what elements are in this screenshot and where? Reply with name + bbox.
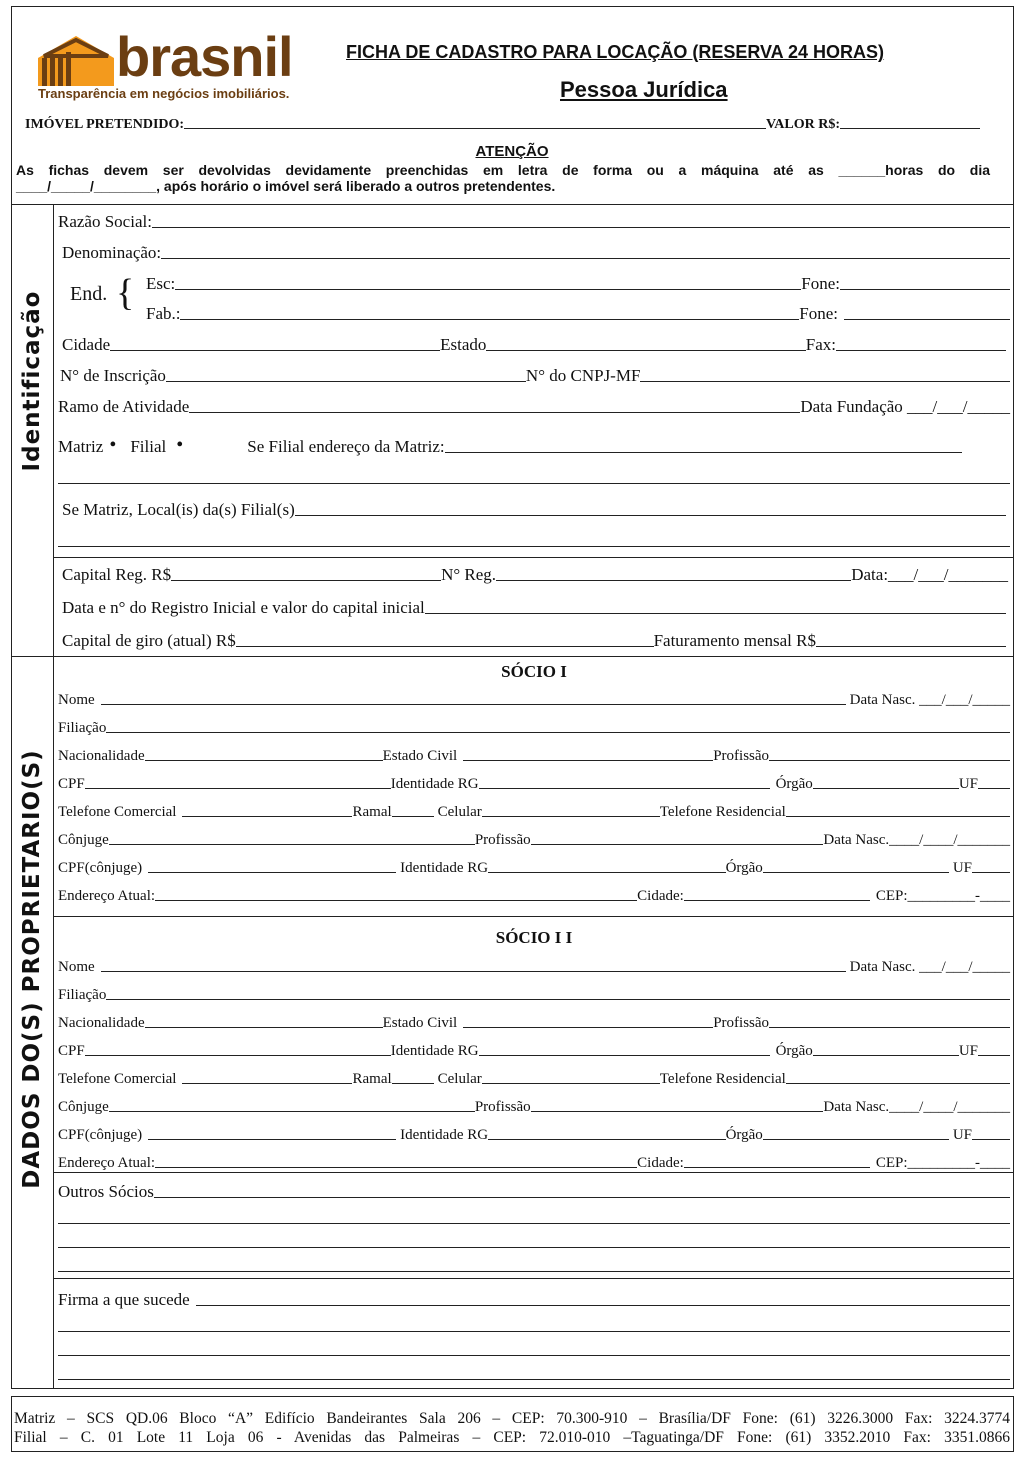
socio-2-nacionalidade-label: Nacionalidade [58,1015,145,1031]
imovel-label: IMÓVEL PRETENDIDO: [25,117,185,132]
socio-1-conjuge-data-nasc-label: Data Nasc.____/____/_______ [823,832,1010,848]
section-divider-outros [53,1172,1014,1173]
socio-2-endereco-label: Endereço Atual: [58,1155,156,1171]
cnpj-field[interactable] [640,381,1010,382]
socio-2-profissao-field[interactable] [769,1027,1010,1028]
registro-inicial-field[interactable] [425,613,1006,614]
esc-label: Esc: [146,274,176,293]
fone-fab-field[interactable] [844,319,1010,320]
socio-2-conjuge-orgao-label: Órgão [725,1127,763,1143]
socio-2-tel-comercial-field[interactable] [182,1083,352,1084]
socio-1-conjuge-uf-field[interactable] [972,872,1010,873]
socio-1-profissao-label: Profissão [713,748,770,764]
socio-2-rg-label: Identidade RG [390,1043,479,1059]
identificacao-section [58,206,1010,656]
socio-2-profissao-label: Profissão [713,1015,770,1031]
footer-filial: Filial – C. 01 Lote 11 Loja 06 - Avenidas das Palmeiras – CEP: 72.010-010 –Taguatinga/DF Fone: (61) 3352.2010 Fax: 3351.0866 [14,1429,1010,1446]
cnpj-label: N° do CNPJ-MF [525,366,641,385]
socio-1-orgao-label: Órgão [775,776,813,792]
socio-2-title: SÓCIO I I [495,928,573,947]
header-divider [11,204,1014,205]
socio-1-conjuge-rg-field[interactable] [488,872,726,873]
socio-2-cpf-field[interactable] [85,1055,391,1056]
fab-field[interactable] [180,319,799,320]
socio-1-cidade-label: Cidade: [637,888,684,904]
se-matriz-field[interactable] [295,515,1006,516]
socio-2-filiacao-label: Filiação [58,987,107,1003]
socio-1-ramal-field[interactable] [392,816,434,817]
socio-1-uf-field[interactable] [978,788,1010,789]
fone-esc-label: Fone: [801,274,840,293]
brand-logo [36,25,306,110]
socio-2-conjuge-label: Cônjuge [58,1099,109,1115]
socio-2-ramal-label: Ramal [352,1071,392,1087]
fab-label: Fab.: [146,304,181,323]
socio-1-tel-residencial-label: Telefone Residencial [659,804,786,820]
socio-2-cpf-conjuge-field[interactable] [148,1139,396,1140]
socio-1-cpf-label: CPF [58,776,85,792]
endereco-label: End. [70,283,108,305]
atencao-line2: ____/_____/________, após horário o imóvel será liberado a outros pretendentes. [16,178,556,194]
denominacao-label: Denominação: [62,243,162,262]
socio-1-tel-comercial-field[interactable] [182,816,352,817]
capital-reg-label: Capital Reg. R$ [62,565,172,584]
socio-2-estado-civil-field[interactable] [463,1027,713,1028]
socio-2-estado-civil-label: Estado Civil [382,1015,458,1031]
socio-1-ramal-label: Ramal [352,804,392,820]
registro-inicial-label: Data e n° do Registro Inicial e valor do capital inicial [62,598,425,617]
socio-2-data-nasc-label: Data Nasc. ___/___/_____ [849,959,1010,975]
socio-2-conjuge-uf-label: UF [952,1127,972,1143]
socio-1-cep-label: CEP:_________-____ [875,888,1010,904]
socio-2-cpf-conjuge-label: CPF(cônjuge) [58,1127,143,1143]
se-matriz-field-continued[interactable] [58,546,1010,547]
razao-social-field[interactable] [152,227,1010,228]
socio-1-conjuge-label: Cônjuge [58,832,109,848]
socio-2-tel-residencial-label: Telefone Residencial [659,1071,786,1087]
socio-1-conjuge-rg-label: Identidade RG [400,860,489,876]
socio-2-rg-field[interactable] [479,1055,770,1056]
form-subtitle: Pessoa Jurídica [560,77,728,102]
se-filial-field-continued[interactable] [58,483,1010,484]
socio-2-filiacao-field[interactable] [106,999,1010,1000]
outros-socios-field[interactable] [154,1197,1010,1198]
section-divider-identificacao [11,656,1014,657]
firma-line-3[interactable] [58,1355,1010,1356]
socio-1-conjuge-orgao-field[interactable] [763,872,949,873]
se-matriz-label: Se Matriz, Local(is) da(s) Filial(s) [62,500,295,519]
firma-label: Firma a que sucede [58,1290,190,1309]
socio-1-celular-field[interactable] [482,816,660,817]
matriz-label: Matriz [58,437,104,456]
house-logo-icon [36,34,124,88]
socio-1-data-nasc-label: Data Nasc. ___/___/_____ [849,692,1010,708]
capital-giro-field[interactable] [236,646,654,647]
atencao-title: ATENÇÃO [475,143,549,160]
socio-1-section [58,658,1010,914]
socio-1-cidade-field[interactable] [684,900,870,901]
data-reg-label: Data:___/___/_______ [851,565,1008,584]
razao-social-label: Razão Social: [58,212,152,231]
socio-2-nome-field[interactable] [101,971,846,972]
ramo-label: Ramo de Atividade [58,397,190,416]
n-reg-field[interactable] [496,580,851,581]
filial-bullet-option[interactable]: • [176,434,184,456]
socio-1-filiacao-label: Filiação [58,720,107,736]
firma-field[interactable] [196,1305,1010,1306]
section-divider-firma [53,1278,1014,1279]
socio-1-tel-comercial-label: Telefone Comercial [58,804,177,820]
socio-1-title: SÓCIO I [501,662,567,681]
socio-1-cpf-conjuge-field[interactable] [148,872,396,873]
atencao-line1: As fichas devem ser devolvidas devidamente preenchidas em letra de forma ou a máquina até as ______horas do dia [16,162,990,178]
outros-socios-label: Outros Sócios [58,1182,154,1201]
valor-field[interactable] [840,128,980,129]
socio-1-endereco-field[interactable] [155,900,637,901]
imovel-field[interactable] [184,128,766,129]
socio-1-orgao-field[interactable] [813,788,959,789]
socio-2-uf-field[interactable] [978,1055,1010,1056]
socio-2-conjuge-profissao-label: Profissão [474,1099,531,1115]
socio-2-conjuge-data-nasc-label: Data Nasc.____/____/_______ [823,1099,1010,1115]
socio-2-conjuge-field[interactable] [109,1111,475,1112]
cidade-label: Cidade [62,335,111,354]
side-column-divider [53,204,54,1389]
form-title: FICHA DE CADASTRO PARA LOCAÇÃO (RESERVA 24 HORAS) [346,42,885,62]
faturamento-label: Faturamento mensal R$ [653,631,816,650]
socio-2-conjuge-rg-label: Identidade RG [400,1127,489,1143]
outros-socios-line-2[interactable] [58,1223,1010,1224]
socio-2-section [58,920,1010,1172]
socio-2-nacionalidade-field[interactable] [145,1027,383,1028]
section-divider-socio2 [53,916,1014,917]
filial-label: Filial [130,437,167,456]
esc-field[interactable] [175,289,801,290]
inscricao-label: N° de Inscrição [60,366,166,385]
data-fundacao-label: Data Fundação ___/___/_____ [800,397,1010,416]
socio-2-cidade-label: Cidade: [637,1155,684,1171]
socio-1-conjuge-uf-label: UF [952,860,972,876]
footer-matriz: Matriz – SCS QD.06 Bloco “A” Edifício Bandeirantes Sala 206 – CEP: 70.300-910 – Brasília/DF Fone: (61) 3226.3000 Fax: 3224.3774 [14,1410,1010,1427]
socio-2-conjuge-orgao-field[interactable] [763,1139,949,1140]
socio-1-estado-civil-label: Estado Civil [382,748,458,764]
socio-2-orgao-label: Órgão [775,1043,813,1059]
estado-label: Estado [440,335,487,354]
outros-socios-section [58,1174,1010,1278]
socio-2-nome-label: Nome [58,959,95,975]
n-reg-label: N° Reg. [441,565,497,584]
socio-1-cpf-field[interactable] [85,788,391,789]
socio-2-uf-label: UF [958,1043,978,1059]
socio-2-conjuge-profissao-field[interactable] [531,1111,824,1112]
fone-esc-field[interactable] [840,289,1010,290]
fax-label: Fax: [805,335,836,354]
side-label-identificacao: Identificação [19,290,45,472]
socio-2-conjuge-rg-field[interactable] [488,1139,726,1140]
cidade-field[interactable] [110,350,440,351]
fone-fab-label: Fone: [799,304,838,323]
side-label-dados-proprietarios: DADOS DO(S) PROPRIETARIO(S) [19,749,45,1189]
endereco-brace: { [116,272,135,314]
socio-2-tel-residencial-field[interactable] [786,1083,1010,1084]
socio-2-celular-field[interactable] [482,1083,660,1084]
socio-2-ramal-field[interactable] [392,1083,434,1084]
firma-line-2[interactable] [58,1331,1010,1332]
socio-2-endereco-field[interactable] [155,1167,637,1168]
socio-1-nacionalidade-field[interactable] [145,760,383,761]
socio-2-cidade-field[interactable] [684,1167,870,1168]
outros-socios-line-3[interactable] [58,1247,1010,1248]
socio-2-celular-label: Celular [437,1071,482,1087]
se-filial-label: Se Filial endereço da Matriz: [247,437,445,456]
socio-1-cpf-conjuge-label: CPF(cônjuge) [58,860,143,876]
socio-1-nome-field[interactable] [101,704,846,705]
se-filial-field[interactable] [445,452,962,453]
socio-1-nacionalidade-label: Nacionalidade [58,748,145,764]
socio-1-conjuge-profissao-field[interactable] [531,844,824,845]
socio-1-rg-label: Identidade RG [390,776,479,792]
socio-1-uf-label: UF [958,776,978,792]
socio-2-conjuge-uf-field[interactable] [972,1139,1010,1140]
socio-2-cpf-label: CPF [58,1043,85,1059]
valor-label: VALOR R$: [765,117,840,132]
brand-tagline: Transparência em negócios imobiliários. [38,86,290,101]
outros-socios-line-4[interactable] [58,1271,1010,1272]
faturamento-field[interactable] [816,646,1006,647]
socio-1-tel-residencial-field[interactable] [786,816,1010,817]
fax-field[interactable] [836,350,1006,351]
socio-2-tel-comercial-label: Telefone Comercial [58,1071,177,1087]
socio-1-rg-field[interactable] [479,788,770,789]
socio-1-conjuge-profissao-label: Profissão [474,832,531,848]
capital-reg-field[interactable] [171,580,441,581]
denominacao-field[interactable] [161,258,1010,259]
socio-1-filiacao-field[interactable] [106,732,1010,733]
socio-1-endereco-label: Endereço Atual: [58,888,156,904]
capital-giro-label: Capital de giro (atual) R$ [62,631,236,650]
socio-2-orgao-field[interactable] [813,1055,959,1056]
firma-line-4[interactable] [58,1379,1010,1380]
matriz-bullet-option[interactable]: • [109,434,117,456]
ramo-field[interactable] [189,412,800,413]
socio-1-profissao-field[interactable] [769,760,1010,761]
inscricao-field[interactable] [166,381,526,382]
firma-section [58,1280,1010,1388]
brand-name: brasnil [116,25,293,88]
socio-1-estado-civil-field[interactable] [463,760,713,761]
socio-2-cep-label: CEP:_________-____ [875,1155,1010,1171]
socio-1-celular-label: Celular [437,804,482,820]
socio-1-conjuge-field[interactable] [109,844,475,845]
socio-1-conjuge-orgao-label: Órgão [725,860,763,876]
estado-field[interactable] [486,350,805,351]
socio-1-nome-label: Nome [58,692,95,708]
